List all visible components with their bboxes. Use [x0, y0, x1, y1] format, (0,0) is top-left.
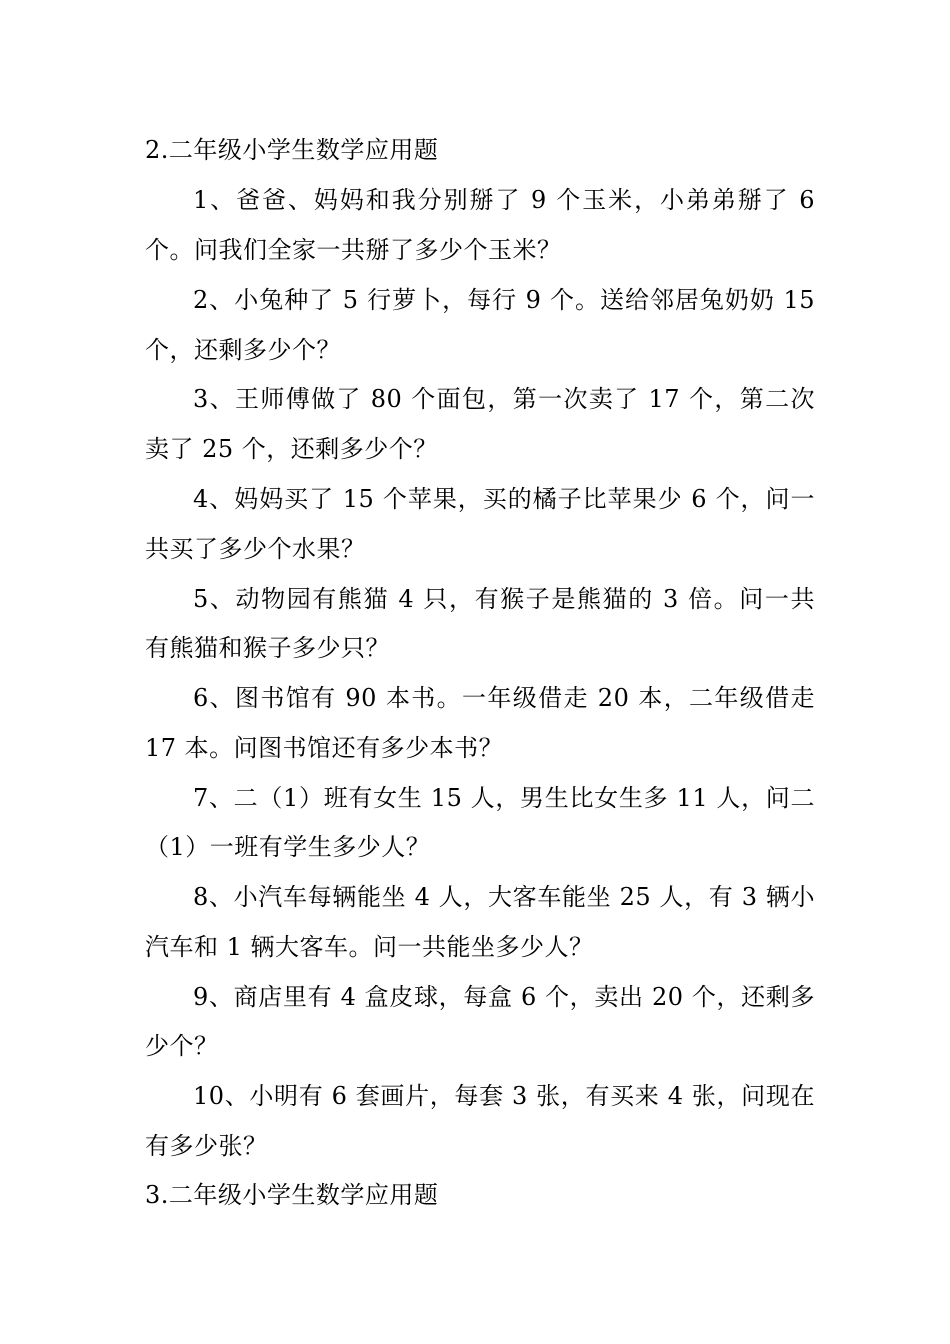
- problem-1-line-1: 1、爸爸、妈妈和我分别掰了 9 个玉米，小弟弟掰了 6: [193, 186, 815, 214]
- problem-9-line-2: 少个？: [145, 1032, 219, 1060]
- problem-2-line-1: 2、小兔种了 5 行萝卜，每行 9 个。送给邻居兔奶奶 15: [193, 286, 815, 314]
- problem-3-line-2: 卖了 25 个，还剩多少个？: [145, 435, 438, 463]
- problem-7-line-1: 7、二（1）班有女生 15 人，男生比女生多 11 人，问二: [193, 784, 815, 812]
- problem-1-line-2: 个。问我们全家一共掰了多少个玉米？: [145, 236, 562, 264]
- problem-4-line-2: 共买了多少个水果？: [145, 535, 366, 563]
- problem-5-line-1: 5、动物园有熊猫 4 只，有猴子是熊猫的 3 倍。问一共: [193, 585, 815, 613]
- problem-2-line-2: 个，还剩多少个？: [145, 336, 341, 364]
- problem-10-line-1: 10、小明有 6 套画片，每套 3 张，有买来 4 张，问现在: [193, 1082, 815, 1110]
- problem-3-line-1: 3、王师傅做了 80 个面包，第一次卖了 17 个，第二次: [193, 385, 815, 413]
- problem-8-line-1: 8、小汽车每辆能坐 4 人，大客车能坐 25 人，有 3 辆小: [193, 883, 815, 911]
- section-heading-next: 3.二年级小学生数学应用题: [145, 1181, 439, 1209]
- section-heading: 2.二年级小学生数学应用题: [145, 136, 439, 164]
- problem-9-line-1: 9、商店里有 4 盒皮球，每盒 6 个，卖出 20 个，还剩多: [193, 983, 815, 1011]
- problem-7-line-2: （1）一班有学生多少人？: [145, 833, 431, 861]
- problem-6-line-2: 17 本。问图书馆还有多少本书？: [145, 734, 504, 762]
- problem-5-line-2: 有熊猫和猴子多少只？: [145, 634, 390, 662]
- problem-8-line-2: 汽车和 1 辆大客车。问一共能坐多少人？: [145, 933, 594, 961]
- problem-6-line-1: 6、图书馆有 90 本书。一年级借走 20 本，二年级借走: [193, 684, 815, 712]
- problem-4-line-1: 4、妈妈买了 15 个苹果，买的橘子比苹果少 6 个，问一: [193, 485, 815, 513]
- problem-10-line-2: 有多少张？: [145, 1132, 268, 1160]
